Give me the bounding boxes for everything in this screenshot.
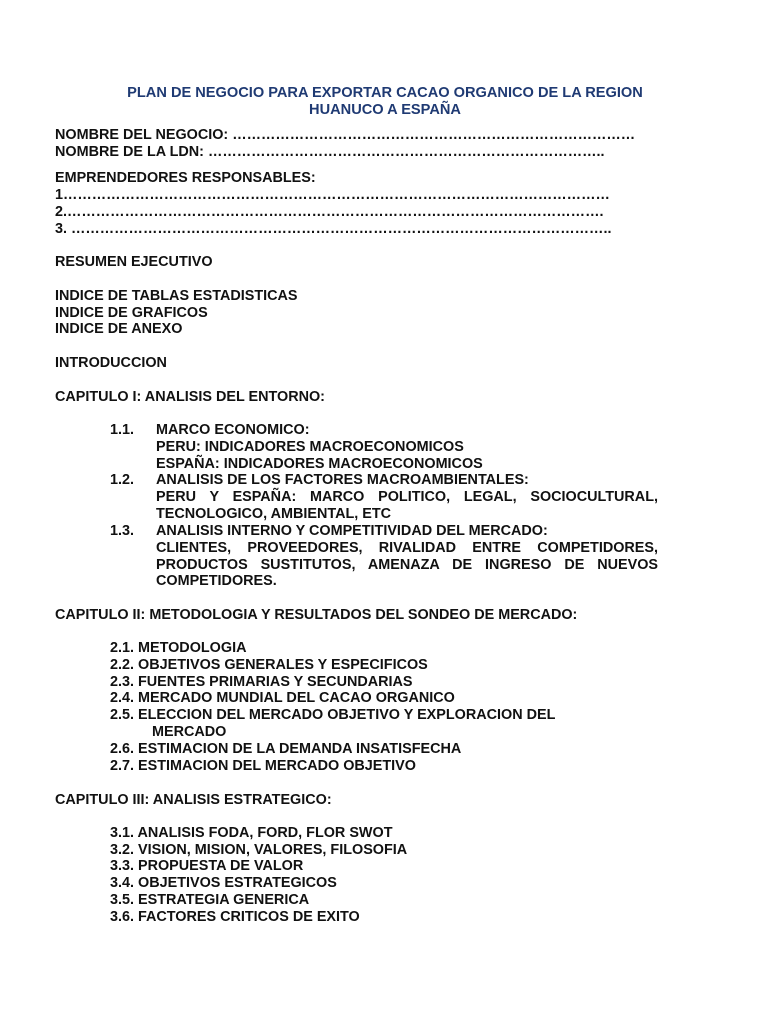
section-2-1: 2.1. METODOLOGIA <box>110 640 247 656</box>
section-2-5: 2.5. ELECCION DEL MERCADO OBJETIVO Y EXPLORACION DEL <box>110 707 556 723</box>
section-1-1-line-2: PERU: INDICADORES MACROECONOMICOS <box>156 439 464 455</box>
section-1-3-line-2: CLIENTES, PROVEEDORES, RIVALIDAD ENTRE COMPETIDORES, <box>156 540 658 556</box>
section-1-1-line-3: ESPAÑA: INDICADORES MACROECONOMICOS <box>156 456 483 472</box>
capitulo-3-heading: CAPITULO III: ANALISIS ESTRATEGICO: <box>55 792 332 808</box>
section-2-5-continuation: MERCADO <box>152 724 227 740</box>
emprendedor-line-3: 3. ………………………………………………………………………………………………….. <box>55 221 612 237</box>
emprendedor-line-2: 2.…………………………………………………………………………………………………. <box>55 204 604 220</box>
introduccion-heading: INTRODUCCION <box>55 355 167 371</box>
emprendedor-line-1: 1…………………………………………………………………………………………………… <box>55 187 610 203</box>
capitulo-2-heading: CAPITULO II: METODOLOGIA Y RESULTADOS DEL SONDEO DE MERCADO: <box>55 607 578 623</box>
section-2-4: 2.4. MERCADO MUNDIAL DEL CACAO ORGANICO <box>110 690 455 706</box>
title-line-2: HUANUCO A ESPAÑA <box>309 102 461 118</box>
section-1-3-line-4: COMPETIDORES. <box>156 573 277 589</box>
section-1-3-number: 1.3. <box>110 523 135 539</box>
section-2-6: 2.6. ESTIMACION DE LA DEMANDA INSATISFECHA <box>110 741 462 757</box>
section-3-3: 3.3. PROPUESTA DE VALOR <box>110 858 304 874</box>
section-3-4: 3.4. OBJETIVOS ESTRATEGICOS <box>110 875 337 891</box>
indice-tablas-heading: INDICE DE TABLAS ESTADISTICAS <box>55 288 298 304</box>
section-3-1: 3.1. ANALISIS FODA, FORD, FLOR SWOT <box>110 825 393 841</box>
section-3-5: 3.5. ESTRATEGIA GENERICA <box>110 892 310 908</box>
section-2-3: 2.3. FUENTES PRIMARIAS Y SECUNDARIAS <box>110 674 413 690</box>
section-1-2-number: 1.2. <box>110 472 135 488</box>
indice-anexo-heading: INDICE DE ANEXO <box>55 321 183 337</box>
title-line-1: PLAN DE NEGOCIO PARA EXPORTAR CACAO ORGANICO DE LA REGION <box>127 85 643 101</box>
section-2-2: 2.2. OBJETIVOS GENERALES Y ESPECIFICOS <box>110 657 428 673</box>
nombre-ldn-field: NOMBRE DE LA LDN: ……………………………………………………………………….. <box>55 144 605 160</box>
resumen-ejecutivo-heading: RESUMEN EJECUTIVO <box>55 254 213 270</box>
section-1-3-line-3: PRODUCTOS SUSTITUTOS, AMENAZA DE INGRESO DE NUEVOS <box>156 557 658 573</box>
section-1-2-title: ANALISIS DE LOS FACTORES MACROAMBIENTALES: <box>156 472 529 488</box>
section-1-1-title: MARCO ECONOMICO: <box>156 422 310 438</box>
capitulo-1-heading: CAPITULO I: ANALISIS DEL ENTORNO: <box>55 389 325 405</box>
section-1-1-number: 1.1. <box>110 422 135 438</box>
document-title <box>100 85 670 119</box>
section-3-6: 3.6. FACTORES CRITICOS DE EXITO <box>110 909 360 925</box>
section-1-2-line-3: TECNOLOGICO, AMBIENTAL, ETC <box>156 506 392 522</box>
section-2-7: 2.7. ESTIMACION DEL MERCADO OBJETIVO <box>110 758 416 774</box>
section-1-2-line-2: PERU Y ESPAÑA: MARCO POLITICO, LEGAL, SOCIOCULTURAL, <box>156 489 658 505</box>
section-1-3-title: ANALISIS INTERNO Y COMPETITIVIDAD DEL MERCADO: <box>156 523 548 539</box>
emprendedores-label: EMPRENDEDORES RESPONSABLES: <box>55 170 316 186</box>
indice-graficos-heading: INDICE DE GRAFICOS <box>55 305 208 321</box>
section-3-2: 3.2. VISION, MISION, VALORES, FILOSOFIA <box>110 842 408 858</box>
nombre-negocio-field: NOMBRE DEL NEGOCIO: ………………………………………………………………………… <box>55 127 636 143</box>
